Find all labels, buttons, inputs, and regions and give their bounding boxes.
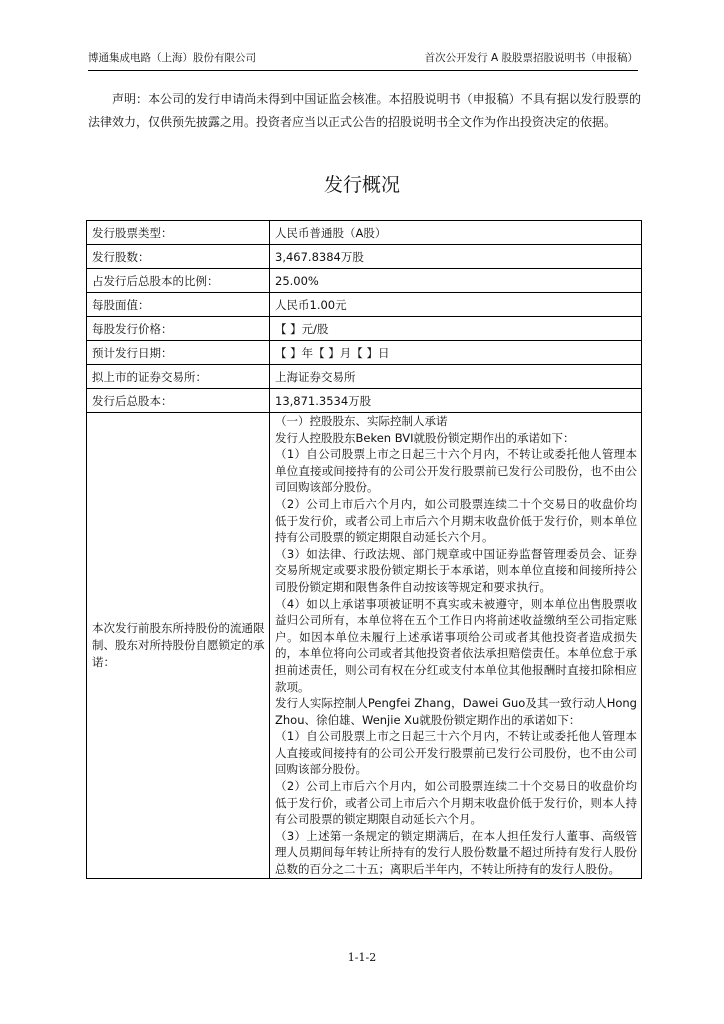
header-doc-title: 首次公开发行 A 股股票招股说明书（申报稿） <box>424 52 638 64</box>
commitment-paragraph: 发行人控股股东Beken BVI就股份锁定期作出的承诺如下： <box>275 430 575 445</box>
row-value: 【 】年【 】月【 】日 <box>270 341 642 365</box>
commitment-paragraph: （2）公司上市后六个月内，如公司股票连续二十个交易日的收盘价均低于发行价，或者公司上市后六个月期末收盘价低于发行价，则本人持有公司股票的锁定期限自动延长六个月。 <box>275 779 637 827</box>
row-label: 发行股数： <box>87 245 270 269</box>
table-row <box>87 293 642 317</box>
row-label: 发行后总股本： <box>87 389 270 413</box>
page-header <box>88 50 638 71</box>
table-row-lockup <box>87 413 642 879</box>
table-row <box>87 341 642 365</box>
row-value: 人民币1.00元 <box>270 293 642 317</box>
row-label: 发行股票类型： <box>87 221 270 245</box>
lockup-label: 本次发行前股东所持股份的流通限制、股东对所持股份自愿锁定的承诺： <box>87 413 270 879</box>
commitment-paragraph: （一）控股股东、实际控制人承诺 <box>275 414 448 428</box>
commitment-paragraph: （3）上述第一条规定的锁定期满后，在本人担任发行人董事、高级管理人员期间每年转让所持有的发行人股份数量不超过所持有发行人股份总数的百分之二十五；离职后半年内，不转让所持有的发行人股份。 <box>275 828 637 877</box>
commitment-paragraph: （4）如以上承诺事项被证明不真实或未被遵守，则本单位出售股票收益归公司所有，本单位将在五个工作日内将前述收益缴纳至公司指定账户。如因本单位未履行上述承诺事项给公司或者其他投资者造成损失的，本单位将向公司或者其他投资者依法承担赔偿责任。本单位怠于承担前述责任，则公司有权在分红或支付本单位其他报酬时直接扣除相应款项。 <box>275 596 637 694</box>
table-row <box>87 317 642 341</box>
row-label: 每股发行价格： <box>87 317 270 341</box>
row-value: 【 】元/股 <box>270 317 642 341</box>
commitment-paragraph: 发行人实际控制人Pengfei Zhang，Dawei Guo及其一致行动人Hong Zhou、徐伯雄、Wenjie Xu就股份锁定期作出的承诺如下： <box>275 696 637 727</box>
table-row <box>87 365 642 389</box>
commitment-paragraph: （3）如法律、行政法规、部门规章或中国证券监督管理委员会、证券交易所规定或要求股份锁定期长于本承诺，则本单位直接和间接所持公司股份锁定期和限售条件自动按该等规定和要求执行。 <box>275 546 637 594</box>
row-value: 人民币普通股（A股） <box>270 221 642 245</box>
table-row <box>87 269 642 293</box>
row-label: 占发行后总股本的比例： <box>87 269 270 293</box>
table-row <box>87 245 642 269</box>
row-label: 预计发行日期： <box>87 341 270 365</box>
commitment-paragraph: （1）自公司股票上市之日起三十六个月内，不转让或委托他人管理本人直接或间接持有的公司公开发行股票前已发行公司股份，也不由公司回购该部分股份。 <box>275 729 637 777</box>
commitment-paragraph: （2）公司上市后六个月内，如公司股票连续二十个交易日的收盘价均低于发行价，或者公司上市后六个月期末收盘价低于发行价，则本单位持有公司股票的锁定期限自动延长六个月。 <box>275 496 637 545</box>
row-value: 25.00% <box>270 269 642 293</box>
row-value: 3,467.8384万股 <box>270 245 642 269</box>
lockup-commitments <box>270 413 642 879</box>
disclaimer-statement: 声明：本公司的发行申请尚未得到中国证监会核准。本招股说明书（申报稿）不具有据以发行股票的法律效力，仅供预先披露之用。投资者应当以正式公告的招股说明书全文作为作出投资决定的依据。 <box>88 92 641 129</box>
row-label: 每股面值： <box>87 293 270 317</box>
offering-overview-table <box>86 220 642 879</box>
header-company: 博通集成电路（上海）股份有限公司 <box>88 52 256 64</box>
row-label: 拟上市的证券交易所： <box>87 365 270 389</box>
row-value: 13,871.3534万股 <box>270 389 642 413</box>
commitment-paragraph: （1）自公司股票上市之日起三十六个月内，不转让或委托他人管理本单位直接或间接持有的公司公开发行股票前已发行公司股份，也不由公司回购该部分股份。 <box>275 447 637 495</box>
table-row <box>87 221 642 245</box>
table-row <box>87 389 642 413</box>
row-value: 上海证券交易所 <box>270 365 642 389</box>
section-title: 发行概况 <box>323 174 400 196</box>
page-number: 1-1-2 <box>347 951 377 964</box>
